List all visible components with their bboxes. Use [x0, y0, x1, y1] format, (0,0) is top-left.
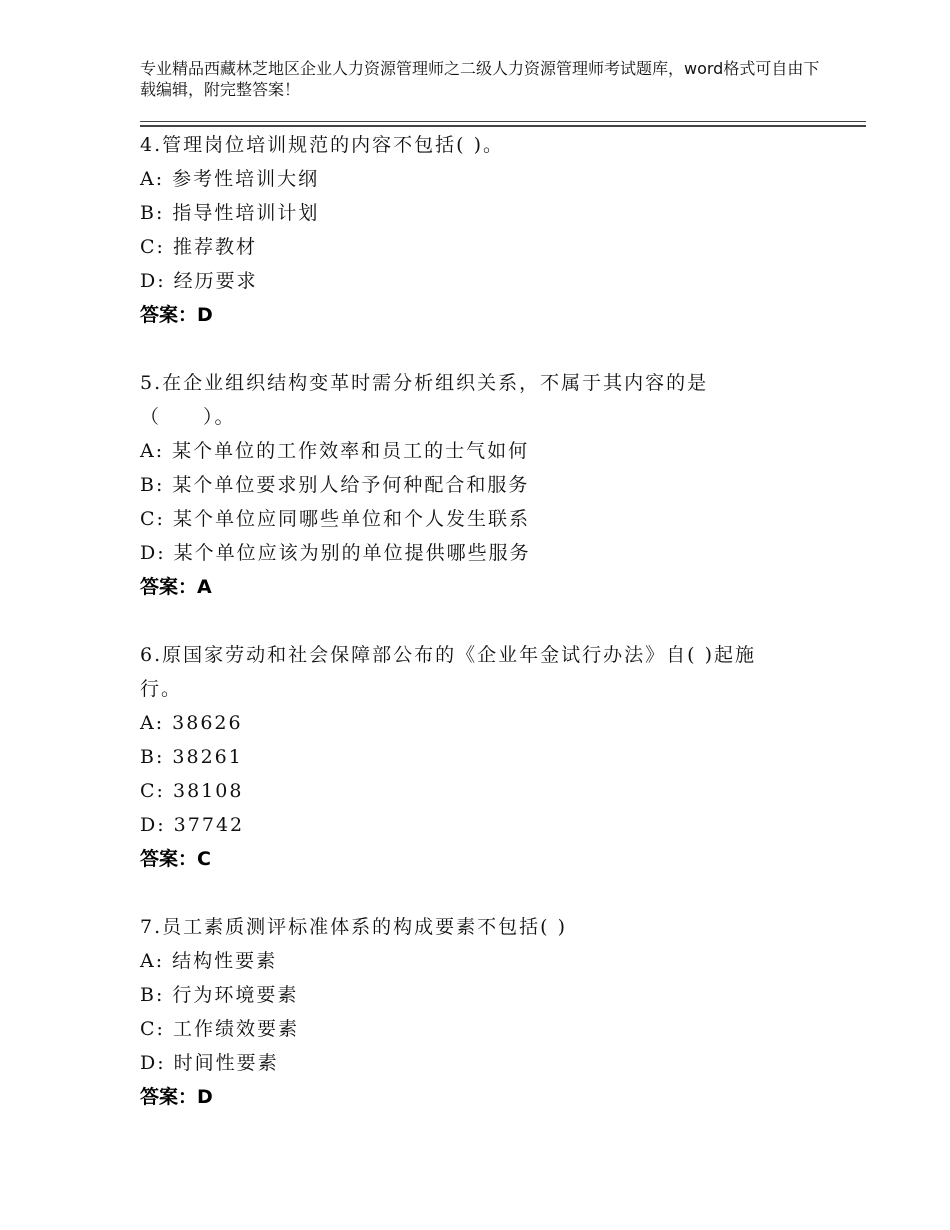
option-b: B: 38261: [140, 746, 243, 768]
option-b: B: 指导性培训计划: [140, 202, 320, 224]
option-d: D: 时间性要素: [140, 1052, 279, 1074]
option-c: C: 38108: [140, 780, 244, 802]
option-c: C: 某个单位应同哪些单位和个人发生联系: [140, 508, 530, 530]
option-d: D: 37742: [140, 814, 245, 836]
question-6: [140, 638, 840, 876]
option-d: D: 经历要求: [140, 270, 258, 292]
question-stem: 6.原国家劳动和社会保障部公布的《企业年金试行办法》自( )起施行。: [140, 644, 756, 700]
option-b: B: 行为环境要素: [140, 984, 299, 1006]
header-rule-thick: [140, 125, 866, 127]
option-c: C: 推荐教材: [140, 236, 257, 258]
answer-label: 答案：D: [140, 1086, 213, 1108]
option-a: A: 结构性要素: [140, 950, 278, 972]
option-d: D: 某个单位应该为别的单位提供哪些服务: [140, 542, 531, 564]
option-b: B: 某个单位要求别人给予何种配合和服务: [140, 474, 530, 496]
question-stem: 5.在企业组织结构变革时需分析组织关系，不属于其内容的是（ ）。: [140, 372, 709, 428]
question-list: [140, 128, 840, 1148]
question-stem: 4.管理岗位培训规范的内容不包括( )。: [140, 134, 504, 156]
document-header: 专业精品西藏林芝地区企业人力资源管理师之二级人力资源管理师考试题库，word格式可自由下载编辑，附完整答案！: [140, 59, 820, 99]
question-5: [140, 366, 840, 604]
option-a: A: 38626: [140, 712, 243, 734]
option-a: A: 参考性培训大纲: [140, 168, 320, 190]
answer-label: 答案：A: [140, 576, 212, 598]
option-c: C: 工作绩效要素: [140, 1018, 299, 1040]
option-a: A: 某个单位的工作效率和员工的士气如何: [140, 440, 530, 462]
answer-label: 答案：D: [140, 304, 213, 326]
header-rule-thin: [140, 121, 866, 122]
question-stem: 7.员工素质测评标准体系的构成要素不包括( ): [140, 916, 567, 938]
question-7: [140, 910, 840, 1114]
question-4: [140, 128, 840, 332]
answer-label: 答案：C: [140, 848, 211, 870]
